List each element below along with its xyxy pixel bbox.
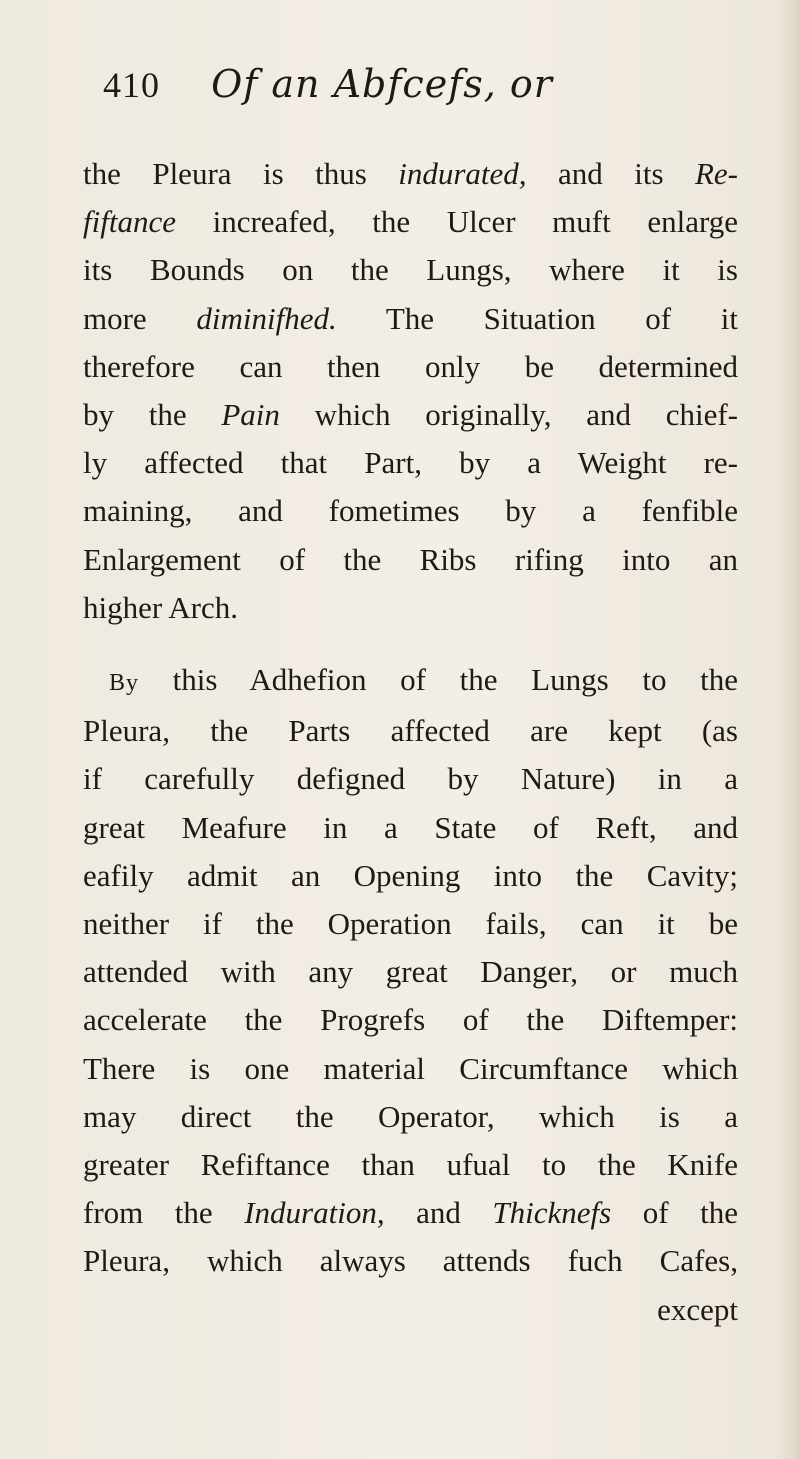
text-line	[83, 656, 738, 707]
text-line	[83, 755, 738, 803]
text-segment: and its	[526, 156, 695, 191]
text-segment: accelerate the Progrefs of the Diftemper:	[83, 1002, 738, 1038]
text-segment: its Bounds on the Lungs, where it is	[83, 252, 738, 288]
text-segment: may direct the Operator, which is a	[83, 1098, 738, 1134]
text-segment: attended with any great Danger, or much	[83, 954, 738, 990]
text-segment: There is one material Circumftance which	[83, 1050, 738, 1086]
text-segment: from the	[83, 1195, 245, 1231]
text-line	[83, 487, 738, 535]
text-line	[83, 1093, 738, 1141]
text-segment: which originally, and chief-	[279, 397, 738, 433]
paragraph-gap	[83, 632, 738, 656]
text-line	[83, 391, 738, 439]
text-segment: Enlargement of the Ribs rifing into an	[83, 541, 738, 577]
text-segment: and	[384, 1195, 493, 1231]
text-line	[83, 343, 738, 391]
text-segment: Pain	[221, 397, 280, 433]
running-title: Of an Abfcefs, or	[211, 62, 553, 106]
body-text	[83, 150, 738, 1334]
running-header	[103, 62, 553, 122]
text-line	[83, 246, 738, 294]
text-segment: by the	[83, 397, 222, 433]
text-line	[83, 707, 738, 755]
text-segment: indurated,	[398, 156, 527, 191]
text-segment: ly affected that Part, by a Weight re-	[83, 445, 738, 481]
text-segment: increafed, the Ulcer muft enlarge	[175, 204, 738, 240]
text-segment: Induration,	[244, 1195, 385, 1231]
text-line	[83, 852, 738, 900]
text-segment: therefore can then only be determined	[83, 348, 738, 384]
page-edge-shadow	[778, 0, 800, 1459]
text-line	[83, 439, 738, 487]
text-line	[83, 996, 738, 1044]
text-line	[83, 150, 738, 198]
text-segment: greater Refiftance than ufual to the Knife	[83, 1147, 738, 1183]
text-segment: diminifhed.	[196, 300, 337, 336]
text-segment: higher Arch.	[83, 589, 238, 625]
text-segment: the Pleura is thus	[83, 156, 399, 191]
text-segment: neither if the Operation fails, can it be	[83, 906, 738, 942]
text-segment: this Adhefion of the Lungs to the	[139, 662, 738, 698]
text-line	[83, 584, 738, 632]
text-segment: By	[109, 670, 140, 697]
page-number: 410	[103, 65, 160, 105]
text-segment: Re-	[694, 156, 738, 191]
text-line	[83, 536, 738, 584]
paragraph-1	[83, 150, 738, 632]
text-line	[83, 804, 738, 852]
text-line	[83, 1141, 738, 1189]
text-segment: fiftance	[83, 204, 176, 240]
text-segment: Thicknefs	[492, 1195, 612, 1231]
text-line	[83, 948, 738, 996]
text-segment: The Situation of it	[336, 300, 738, 336]
text-segment: maining, and fometimes by a fenfible	[83, 493, 738, 529]
text-segment: if carefully defigned by Nature) in a	[83, 761, 738, 797]
catchword: except	[657, 1291, 738, 1327]
text-line	[83, 295, 738, 343]
paragraph-2	[83, 656, 738, 1286]
text-segment: Pleura, which always attends fuch Cafes,	[83, 1243, 738, 1279]
text-line	[83, 1237, 738, 1285]
text-line	[83, 198, 738, 246]
text-segment: more	[83, 300, 197, 336]
text-line	[83, 1045, 738, 1093]
text-segment: great Meafure in a State of Reft, and	[83, 809, 738, 845]
text-segment: eafily admit an Opening into the Cavity;	[83, 857, 738, 893]
text-line	[83, 900, 738, 948]
text-segment: of the	[611, 1195, 738, 1231]
text-segment: Pleura, the Parts affected are kept (as	[83, 713, 738, 749]
text-line	[83, 1189, 738, 1237]
